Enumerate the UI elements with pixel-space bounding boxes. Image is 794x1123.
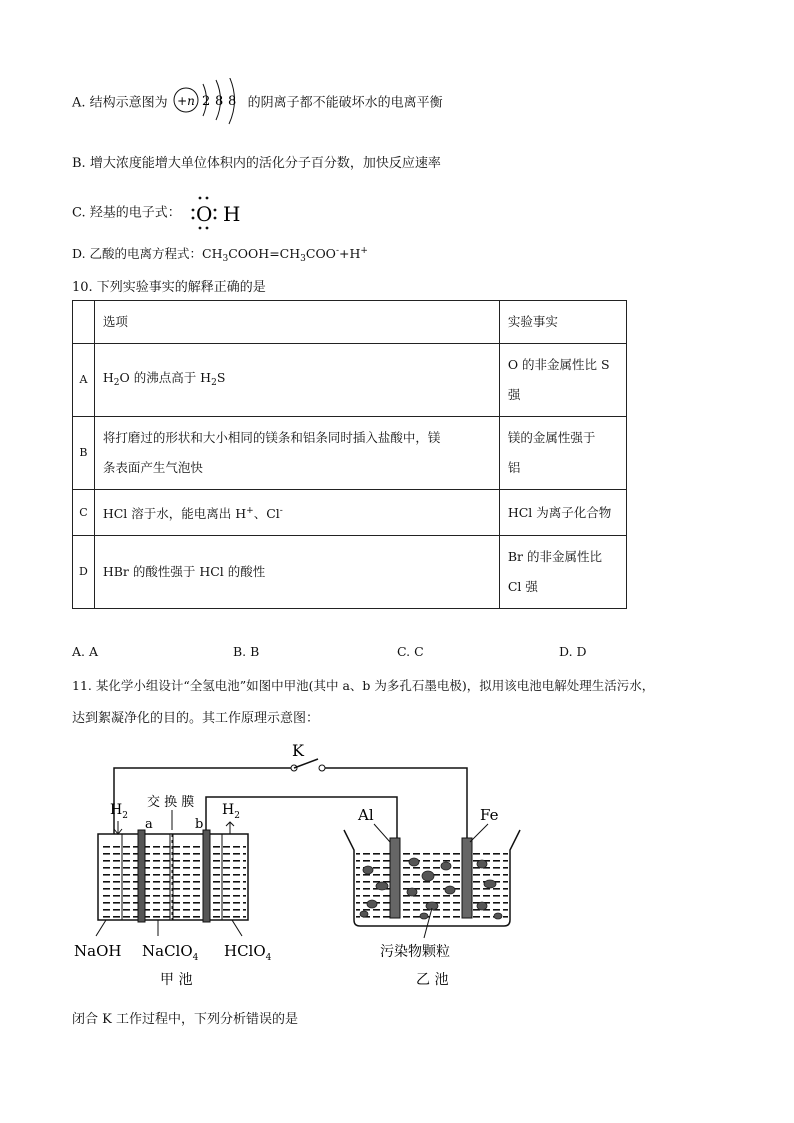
q10-option-c: C. C [397,644,424,659]
header-option: 选项 [94,301,499,344]
table-row: D HBr 的酸性强于 HCl 的酸性 Br 的非金属性比 Cl 强 [73,536,627,609]
shell-2: 8 [214,94,223,109]
fe-label: Fe [480,806,499,824]
ion-structure-diagram [170,84,246,122]
header-fact: 实验事实 [499,301,626,344]
q9-option-d: D. 乙酸的电离方程式：$CH_3COOH=CH_3COO^-+H^+$ [72,246,368,264]
table-header-row [73,301,627,344]
arrow-out-icon [226,822,234,834]
q9-option-c [72,196,257,230]
naoh-label: NaOH [74,942,122,960]
q9-a-prefix: A. 结构示意图为 [72,95,168,111]
q11-ask: 闭合 K 工作过程中，下列分析错误的是 [72,1012,298,1027]
hclo4-label: HClO$_4$ [224,942,272,963]
membrane-label: 交 换 膜 [147,795,195,810]
al-label: Al [358,806,374,824]
switch-label: K [292,741,304,760]
arrow-in-icon [114,821,122,834]
naclo4-label: NaClO$_4$ [142,942,199,963]
h2-left-label: $H_2$ [110,802,128,821]
table-row: A $H_2O$ 的沸点高于 $H_2S$ O 的非金属性比 S 强 [73,344,627,417]
yi-label: 乙 池 [416,972,449,988]
oxygen-symbol: O [195,202,213,226]
table-row: B 将打磨过的形状和大小相同的镁条和铝条同时插入盐酸中，镁 条表面产生气泡快 镁的金属性强于 铝 [73,417,627,490]
table-row: C HCl 溶于水，能电离出 H+、Cl- HCl 为离子化合物 [73,490,627,536]
electrode-b-label: b [195,817,204,832]
hydrogen-symbol: H [222,202,241,226]
shell-1: 2 [201,94,210,109]
q10-table [72,300,627,609]
electrode-a-label: a [145,817,153,832]
q10-option-d: D. D [559,644,587,659]
switch-contact-right [319,765,325,771]
electrode-al [390,838,400,918]
electrode-b [203,830,210,922]
h2-right-label: $H_2$ [222,802,240,821]
jia-label: 甲 池 [160,972,193,988]
switch-blade [294,759,318,768]
electrode-a [138,830,145,922]
q10-option-b: B. B [233,644,260,659]
all-hydrogen-battery-diagram [72,738,522,990]
q9-a-suffix: 的阴离子都不能破坏水的电离平衡 [247,95,443,111]
hydroxyl-electron-formula [191,196,257,230]
q11-stem-line2: 达到絮凝净化的目的。其工作原理示意图： [72,711,320,726]
q10-option-a: A. A [72,644,99,659]
shell-3: 8 [227,94,236,109]
electrode-fe [462,838,472,918]
nucleus-label: +n [176,94,195,108]
pollutant-label: 污染物颗粒 [380,944,450,960]
q10-stem: 10. 下列实验事实的解释正确的是 [72,280,266,295]
q9-option-a [72,84,443,122]
q11-stem-line1: 11. 某化学小组设计“全氢电池”如图中甲池(其中 a、b 为多孔石墨电极)，拟用该电池电解处理生活污水， [72,678,655,693]
q9-c-prefix: C. 羟基的电子式： [72,205,181,221]
q9-option-b: B. 增大浓度能增大单位体积内的活化分子百分数，加快反应速率 [72,156,441,171]
